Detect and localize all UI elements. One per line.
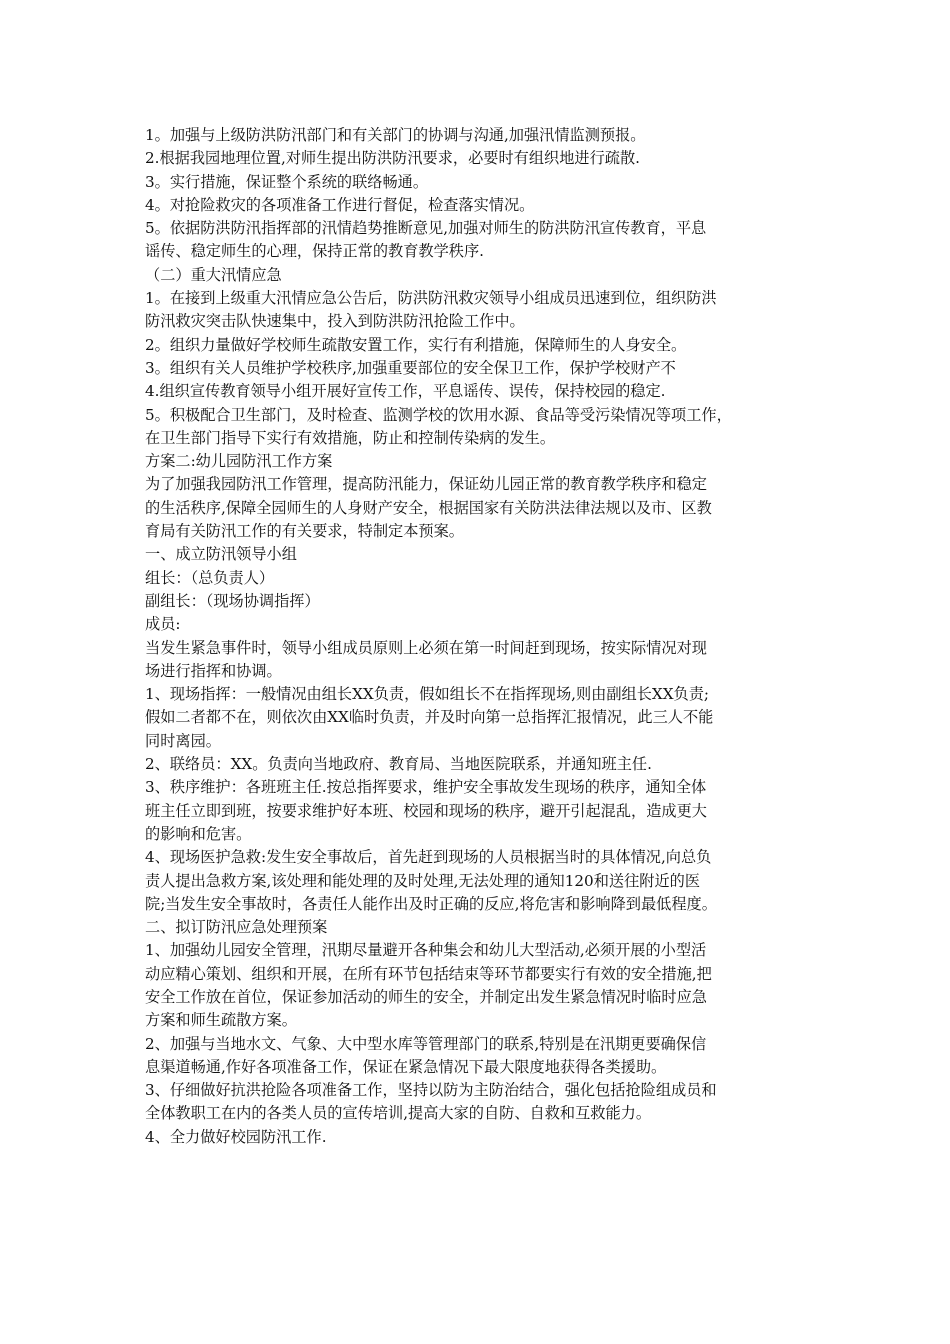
paragraph <box>145 1126 817 1149</box>
text-line: 责人提出急救方案,该处理和能处理的及时处理,无法处理的通知120和送往附近的医 <box>145 871 701 890</box>
paragraph <box>145 776 817 846</box>
paragraph <box>145 1079 817 1126</box>
text-line: 在卫生部门指导下实行有效措施，防止和控制传染病的发生。 <box>145 428 556 447</box>
text-line: 育局有关防汛工作的有关要求，特制定本预案。 <box>145 522 464 541</box>
paragraph <box>145 613 817 636</box>
text-line: 二、拟订防汛应急处理预案 <box>145 918 328 937</box>
text-line: 动应精心策划、组织和开展，在所有环节包括结束等环节都要实行有效的安全措施,把 <box>145 964 712 983</box>
text-line: 3。实行措施，保证整个系统的联络畅通。 <box>145 172 429 191</box>
text-line: 方案和师生疏散方案。 <box>145 1011 297 1030</box>
text-line: 当发生紧急事件时，领导小组成员原则上必须在第一时间赶到现场，按实际情况对现 <box>145 638 707 657</box>
paragraph <box>145 194 817 217</box>
paragraph <box>145 147 817 170</box>
text-line: 5。积极配合卫生部门，及时检查、监测学校的饮用水源、食品等受污染情况等项工作， <box>145 405 732 424</box>
paragraph <box>145 1033 817 1080</box>
paragraph <box>145 473 817 543</box>
text-line: 班主任立即到班，按要求维护好本班、校园和现场的秩序，避开引起混乱，造成更大 <box>145 801 707 820</box>
paragraph <box>145 171 817 194</box>
text-line: 4.组织宣传教育领导小组开展好宣传工作，平息谣传、误传，保持校园的稳定. <box>145 382 666 401</box>
text-line: 2、联络员：XX。负责向当地政府、教育局、当地医院联系，并通知班主任. <box>145 755 652 774</box>
paragraph <box>145 380 817 403</box>
paragraph <box>145 124 817 147</box>
text-line: 院;当发生安全事故时，各责任人能作出及时正确的反应,将危害和影响降到最低程度。 <box>145 894 717 913</box>
text-line: 2。组织力量做好学校师生疏散安置工作，实行有利措施，保障师生的人身安全。 <box>145 335 687 354</box>
paragraph <box>145 334 817 357</box>
text-line: 5。依据防洪防汛指挥部的汛情趋势推断意见,加强对师生的防洪防汛宣传教育，平息 <box>145 219 707 238</box>
text-line: 的生活秩序,保障全园师生的人身财产安全，根据国家有关防洪法律法规以及市、区教 <box>145 498 712 517</box>
paragraph <box>145 287 817 334</box>
text-line: 假如二者都不在，则依次由XX临时负责，并及时向第一总指挥汇报情况，此三人不能 <box>145 708 714 727</box>
text-line: 4、全力做好校园防汛工作. <box>145 1127 327 1146</box>
paragraph <box>145 567 817 590</box>
text-line: 副组长：（现场协调指挥） <box>145 591 320 610</box>
text-line: 2.根据我园地理位置,对师生提出防洪防汛要求，必要时有组织地进行疏散. <box>145 149 640 168</box>
text-line: 同时离园。 <box>145 731 221 750</box>
paragraph <box>145 939 817 1032</box>
text-line: 成员: <box>145 615 181 634</box>
paragraph <box>145 590 817 613</box>
text-line: 4、现场医护急救:发生安全事故后，首先赶到现场的人员根据当时的具体情况,向总负 <box>145 848 712 867</box>
text-line: 1、现场指挥：一般情况由组长XX负责，假如组长不在指挥现场,则由副组长XX负责; <box>145 685 710 704</box>
text-line: 安全工作放在首位，保证参加活动的师生的安全，并制定出发生紧急情况时临时应急 <box>145 987 707 1006</box>
paragraph <box>145 753 817 776</box>
text-line: 组长：（总负责人） <box>145 568 275 587</box>
text-line: 场进行指挥和协调。 <box>145 661 282 680</box>
text-line: 息渠道畅通,作好各项准备工作，保证在紧急情况下最大限度地获得各类援助。 <box>145 1057 667 1076</box>
paragraph <box>145 217 817 264</box>
text-line: 全体教职工在内的各类人员的宣传培训,提高大家的自防、自救和互救能力。 <box>145 1104 652 1123</box>
text-line: 一、成立防汛领导小组 <box>145 545 297 564</box>
text-line: 3、秩序维护：各班班主任.按总指挥要求，维护安全事故发生现场的秩序，通知全体 <box>145 778 707 797</box>
text-line: 谣传、稳定师生的心理，保持正常的教育教学秩序. <box>145 242 484 261</box>
text-line: 3。组织有关人员维护学校秩序,加强重要部位的安全保卫工作，保护学校财产不 <box>145 358 676 377</box>
text-line: 1、加强幼儿园安全管理，汛期尽量避开各种集会和幼儿大型活动,必须开展的小型活 <box>145 941 707 960</box>
text-line: 3、仔细做好抗洪抢险各项准备工作，坚持以防为主防治结合，强化包括抢险组成员和 <box>145 1081 717 1100</box>
text-line: 防汛救灾突击队快速集中，投入到防洪防汛抢险工作中。 <box>145 312 525 331</box>
paragraph <box>145 357 817 380</box>
text-line: 方案二:幼儿园防汛工作方案 <box>145 452 333 471</box>
text-line: 为了加强我园防汛工作管理，提高防汛能力，保证幼儿园正常的教育教学秩序和稳定 <box>145 475 707 494</box>
paragraph <box>145 683 817 753</box>
text-line: （二）重大汛情应急 <box>145 265 282 284</box>
text-line: 1。加强与上级防洪防汛部门和有关部门的协调与沟通,加强汛情监测预报。 <box>145 126 646 144</box>
text-line: 的影响和危害。 <box>145 824 252 843</box>
text-line: 4。对抢险救灾的各项准备工作进行督促，检查落实情况。 <box>145 195 535 214</box>
paragraph <box>145 543 817 566</box>
paragraph <box>145 264 817 287</box>
paragraph <box>145 916 817 939</box>
paragraph <box>145 637 817 684</box>
paragraph <box>145 450 817 473</box>
paragraph <box>145 846 817 916</box>
text-line: 1。在接到上级重大汛情应急公告后，防洪防汛救灾领导小组成员迅速到位，组织防洪 <box>145 289 717 308</box>
document-body <box>145 124 817 1149</box>
text-line: 2、加强与当地水文、气象、大中型水库等管理部门的联系,特别是在汛期更要确保信 <box>145 1034 707 1053</box>
paragraph <box>145 404 817 451</box>
